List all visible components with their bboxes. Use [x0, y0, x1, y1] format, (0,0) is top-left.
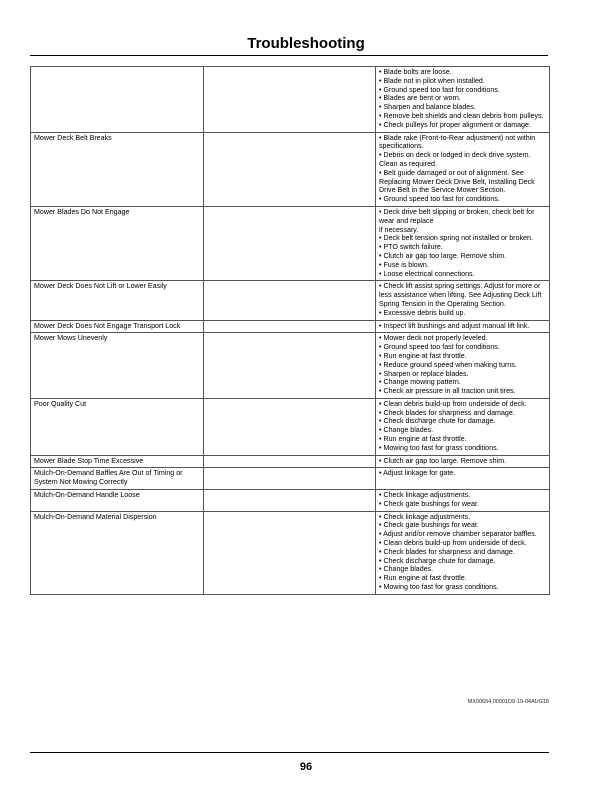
cause-cell [204, 206, 376, 280]
cause-cell [204, 455, 376, 468]
table-row [31, 132, 550, 206]
solution-item: • Check linkage adjustments. [379, 512, 471, 521]
solution-item: • Check discharge chute for damage. [379, 556, 496, 565]
table-row [31, 281, 550, 320]
problem-cell: Mulch-On-Demand Baffles Are Out of Timing or System Not Mowing Correctly [31, 468, 204, 490]
solution-item: • Ground speed too fast for conditions. [379, 343, 500, 352]
solution-item: • Run engine at fast throttle. [379, 351, 467, 360]
solution-item: • Run engine at fast throttle. [379, 574, 467, 583]
solution-item: • Adjust and/or remove chamber separator baffles. [379, 530, 537, 539]
solution-item: • Check gate bushings for wear. [379, 499, 479, 508]
solution-item: • Clutch air gap too large. Remove shim. [379, 456, 507, 465]
solution-item: • Debris on deck or lodged in deck drive system. Clean as required. [379, 151, 533, 168]
cause-cell [204, 511, 376, 594]
cause-cell [204, 468, 376, 490]
solution-item: • Check pulleys for proper alignment or damage. [379, 120, 531, 129]
solution-item: • Check blades for sharpness and damage. [379, 408, 515, 417]
solution-item: • Inspect lift bushings and adjust manual lift link. [379, 321, 530, 330]
solution-cell [376, 320, 550, 333]
table-row [31, 455, 550, 468]
cause-cell [204, 67, 376, 133]
solution-item: • Mowing too fast for grass conditions. [379, 583, 499, 592]
solution-item: • Clean debris build-up from underside of deck. [379, 539, 527, 548]
solution-item: • Excessive debris build up. [379, 308, 466, 317]
table-row [31, 206, 550, 280]
solution-item: • Sharpen and balance blades. [379, 103, 476, 112]
problem-cell: Mower Blades Do Not Engage [31, 206, 204, 280]
page-number: 96 [299, 761, 313, 773]
page-title: Troubleshooting [247, 35, 365, 52]
table-row [31, 67, 550, 133]
solution-item: • Check discharge chute for damage. [379, 417, 496, 426]
solution-item: • Blades are bent or worn. [379, 94, 461, 103]
solution-item: • Remove belt shields and clean debris from pulleys. [379, 111, 544, 120]
solution-item: • Check gate bushings for wear. [379, 521, 479, 530]
problem-cell: Mower Deck Belt Breaks [31, 132, 204, 206]
solution-item: • Change blades. [379, 565, 434, 574]
title-divider [30, 55, 548, 56]
table-row [31, 333, 550, 399]
cause-cell [204, 490, 376, 512]
solution-cell [376, 398, 550, 455]
solution-item: • Blade not in pilot when installed. [379, 76, 485, 85]
problem-cell [31, 67, 204, 133]
problem-cell: Poor Quality Cut [31, 398, 204, 455]
problem-cell: Mower Deck Does Not Engage Transport Lock [31, 320, 204, 333]
solution-item: • Mowing too fast for grass conditions. [379, 443, 499, 452]
solution-item: • Blade rake (Front-to-Rear adjustment) not within specifications. [379, 133, 538, 151]
solution-item: • Check air pressure in all traction unit tires. [379, 387, 516, 396]
solution-cell [376, 132, 550, 206]
solution-item: • Change mowing pattern. [379, 378, 461, 387]
cause-cell [204, 320, 376, 333]
cause-cell [204, 333, 376, 399]
solution-cell [376, 511, 550, 594]
solution-item: • Mower deck not properly leveled. [379, 334, 488, 343]
solution-cell [376, 281, 550, 320]
solution-cell [376, 468, 550, 490]
document-id: MX00654,00001D9-19-04AUG18 [467, 699, 549, 705]
solution-cell [376, 333, 550, 399]
solution-item: • Adjust linkage for gate. [379, 469, 456, 478]
solution-item: • PTO switch failure. [379, 243, 443, 252]
table-row [31, 490, 550, 512]
solution-cell [376, 206, 550, 280]
solution-cell [376, 455, 550, 468]
solution-item: • Deck drive belt slipping or broken, check belt for wear and replace if necessary. [379, 207, 535, 234]
solution-item: • Ground speed too fast for conditions. [379, 85, 500, 94]
table-row [31, 511, 550, 594]
problem-cell: Mulch-On-Demand Material Dispersion [31, 511, 204, 594]
solution-item: • Ground speed too fast for conditions. [379, 195, 500, 204]
problem-cell: Mower Blade Stop Time Excessive [31, 455, 204, 468]
solution-item: • Sharpen or replace blades. [379, 369, 469, 378]
troubleshooting-table-body [31, 67, 550, 595]
table-row [31, 398, 550, 455]
solution-item: • Reduce ground speed when making turns. [379, 360, 517, 369]
solution-item: • Clean debris build-up from underside of deck. [379, 399, 527, 408]
solution-item: • Check lift assist spring settings. Adjust for more or less assistance when lifting. See Adjusting Deck Lift Spring Tension in the Operating Section. [379, 282, 544, 308]
solution-item: • Clutch air gap too large. Remove shim. [379, 251, 507, 260]
table-row [31, 320, 550, 333]
cause-cell [204, 132, 376, 206]
solution-item: • Loose electrical connections. [379, 269, 475, 278]
solution-item: • Change blades. [379, 426, 434, 435]
solution-cell [376, 490, 550, 512]
troubleshooting-table [30, 66, 550, 595]
table-row [31, 468, 550, 490]
solution-item: • Blade bolts are loose. [379, 68, 452, 76]
solution-item: • Deck belt tension spring not installed or broken. [379, 234, 533, 243]
solution-cell [376, 67, 550, 133]
solution-item: • Check blades for sharpness and damage. [379, 547, 515, 556]
problem-cell: Mower Mows Unevenly [31, 333, 204, 399]
solution-item: • Fuse is blown. [379, 260, 429, 269]
solution-item: • Check linkage adjustments. [379, 491, 471, 500]
solution-item: • Belt guide damaged or out of alignment. See Replacing Mower Deck Drive Belt, Installing Deck Drive Belt in the Service Mower Section. [379, 168, 537, 195]
solution-item: • Run engine at fast throttle. [379, 435, 467, 444]
problem-cell: Mulch-On-Demand Handle Loose [31, 490, 204, 512]
cause-cell [204, 281, 376, 320]
footer-divider [30, 752, 549, 753]
cause-cell [204, 398, 376, 455]
problem-cell: Mower Deck Does Not Lift or Lower Easily [31, 281, 204, 320]
